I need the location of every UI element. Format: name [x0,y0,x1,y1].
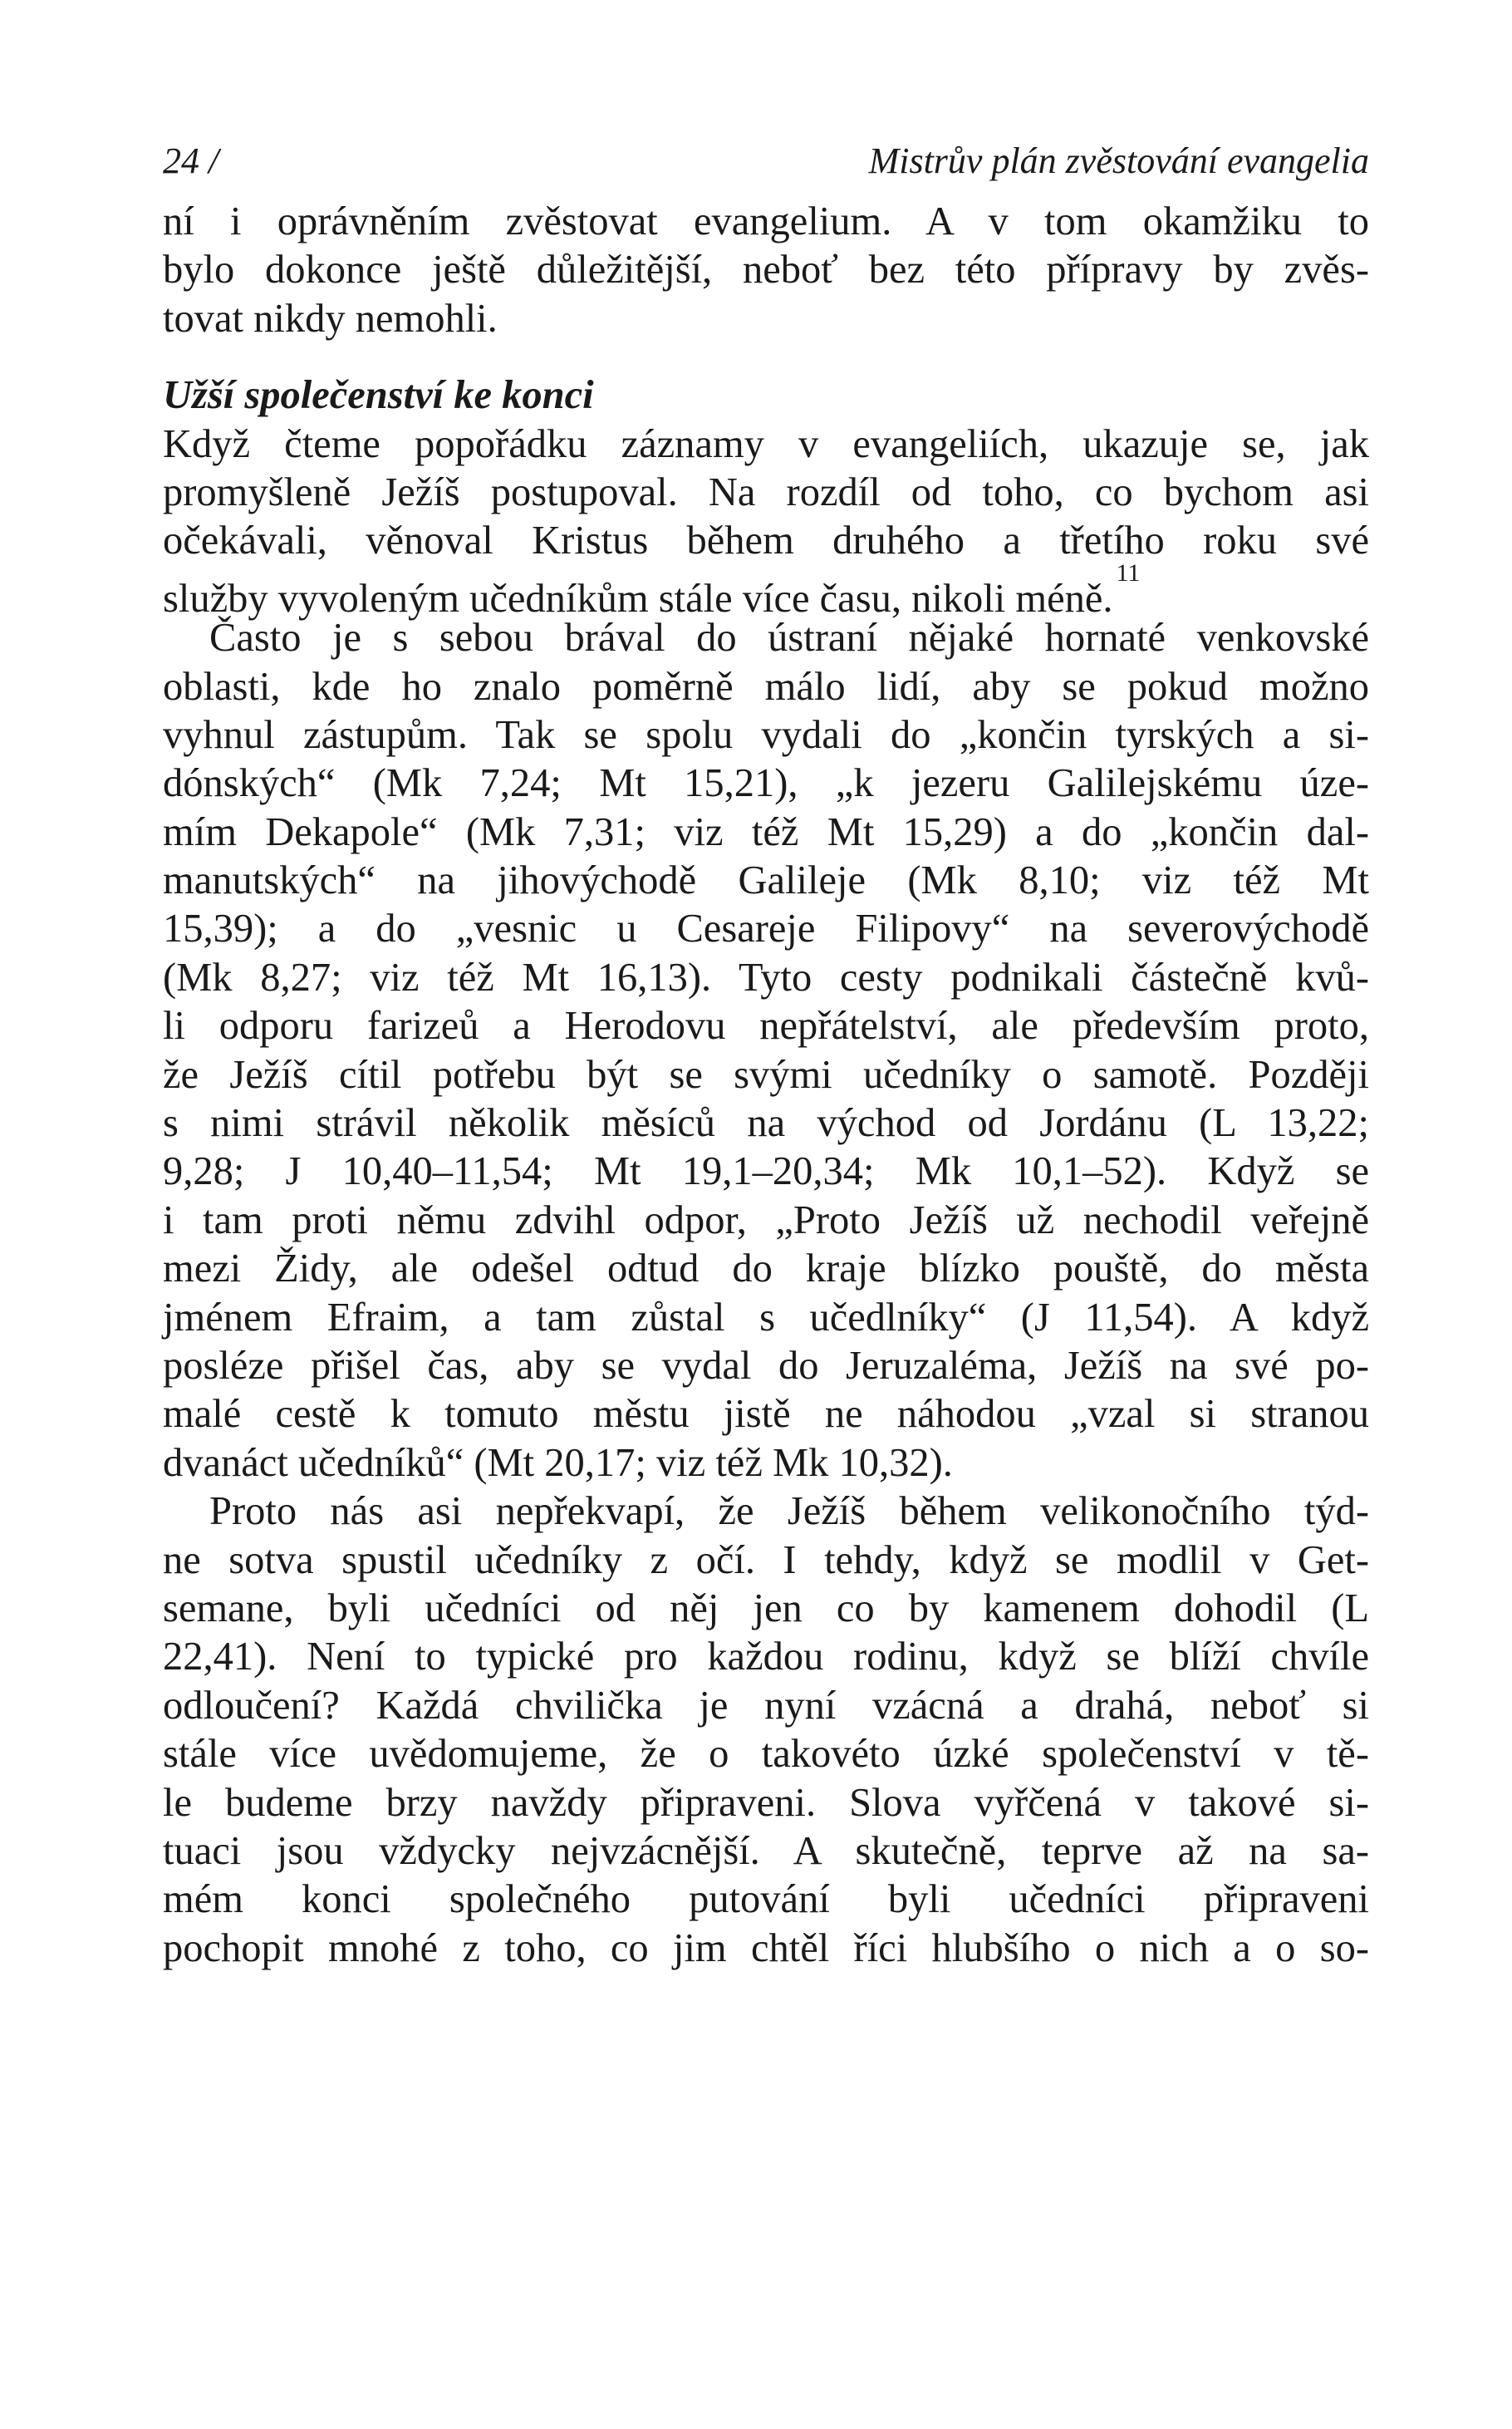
running-head [163,140,1369,189]
text-line: vyhnul zástupům. Tak se spolu vydali do „končin tyrských a si- [163,712,1369,757]
text-line-content: služby vyvoleným učedníkům stále více času, nikoli méně. [163,576,1113,621]
text-line: mém konci společného putování byli učedníci připraveni [163,1877,1369,1922]
text-line: Když čteme popořádku záznamy v evangeliích, ukazuje se, jak [163,421,1369,466]
text-line: odloučení? Každá chvilička je nyní vzácná a drahá, neboť si [163,1683,1369,1728]
text-line: dónských“ (Mk 7,24; Mt 15,21), „k jezeru Galilejskému úze- [163,761,1369,806]
text-line: tovat nikdy nemohli. [163,296,498,341]
text-line: mím Dekapole“ (Mk 7,31; viz též Mt 15,29) a do „končin dal- [163,809,1369,854]
text-line: s nimi strávil několik měsíců na východ od Jordánu (L 13,22; [163,1101,1369,1146]
text-line: očekávali, věnoval Kristus během druhého a třetího roku své [163,519,1369,563]
text-line: manutských“ na jihovýchodě Galileje (Mk 8,10; viz též Mt [163,858,1369,903]
text-line: li odporu farizeů a Herodovu nepřátelství, ale především proto, [163,1004,1369,1049]
text-line: 9,28; J 10,40–11,54; Mt 19,1–20,34; Mk 10,1–52). Když se [163,1149,1369,1194]
text-line: le budeme brzy navždy připraveni. Slova vyřčená v takové si- [163,1780,1369,1825]
text-line: 22,41). Není to typické pro každou rodinu, když se blíží chvíle [163,1635,1369,1679]
text-line: Často je s sebou brával do ústraní nějaké hornaté venkovské [209,616,1369,661]
text-line: stále více uvědomujeme, že o takovéto úzké společenství v tě- [163,1732,1369,1777]
section-gap [163,343,1369,371]
text-line: i tam proti němu zdvihl odpor, „Proto Ježíš už nechodil veřejně [163,1197,1369,1242]
text-line: promyšleně Ježíš postupoval. Na rozdíl od toho, co bychom asi [163,470,1369,514]
text-line: posléze přišel čas, aby se vydal do Jeruzaléma, Ježíš na své po- [163,1343,1369,1388]
text-line: pochopit mnohé z toho, co jim chtěl říci hlubšího o nich a o so- [163,1925,1369,1970]
body-text [163,198,1369,1973]
page-number: 24 / [163,140,219,181]
text-line: ne sotva spustil učedníky z očí. I tehdy, když se modlil v Get- [163,1537,1369,1582]
text-line: Proto nás asi nepřekvapí, že Ježíš během velikonočního týd- [209,1489,1369,1534]
text-line: tuaci jsou vždycky nejvzácnější. A skutečně, teprve až na sa- [163,1828,1369,1873]
text-line: bylo dokonce ještě důležitější, neboť bez této přípravy by zvěs- [163,248,1369,293]
section-heading: Užší společenství ke konci [163,373,594,418]
text-line: oblasti, kde ho znalo poměrně málo lidí, aby se pokud možno [163,664,1369,709]
text-line: malé cestě k tomuto městu jistě ne náhodou „vzal si stranou [163,1392,1369,1437]
text-line: jménem Efraim, a tam zůstal s učedlníky“ (J 11,54). A když [163,1295,1369,1340]
running-title: Mistrův plán zvěstování evangelia [868,140,1369,181]
footnote-marker: 11 [1116,558,1141,587]
text-line: mezi Židy, ale odešel odtud do kraje blízko pouště, do města [163,1246,1369,1291]
text-line: že Ježíš cítil potřebu být se svými učedníky o samotě. Později [163,1052,1369,1097]
text-line: ní i oprávněním zvěstovat evangelium. A v tom okamžiku to [163,199,1369,243]
text-line: (Mk 8,27; viz též Mt 16,13). Tyto cesty podnikali částečně kvů- [163,955,1369,1000]
text-line: 15,39); a do „vesnic u Cesareje Filipovy“ na severovýchodě [163,907,1369,951]
text-line: semane, byli učedníci od něj jen co by kamenem dohodil (L [163,1586,1369,1630]
text-line [163,558,1369,621]
text-line: dvanáct učedníků“ (Mt 20,17; viz též Mk 10,32). [163,1440,953,1485]
